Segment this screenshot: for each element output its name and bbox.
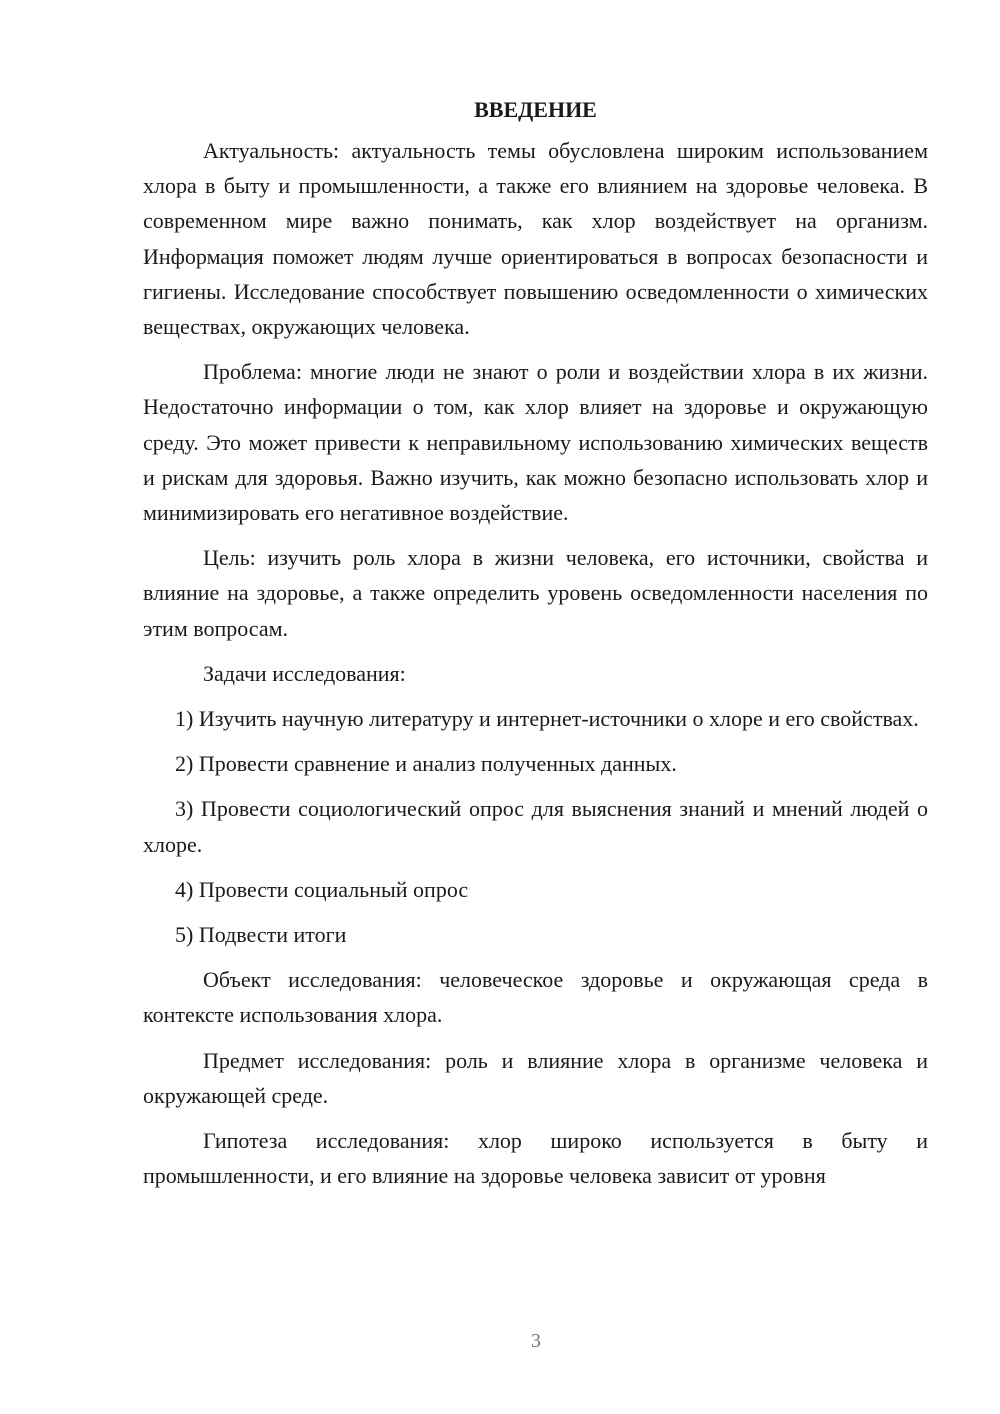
- page-title: ВВЕДЕНИЕ: [474, 97, 597, 122]
- task-item-3: 3) Провести социологический опрос для выяснения знаний и мнений людей о хлоре.: [143, 796, 928, 857]
- paragraph-relevance: Актуальность: актуальность темы обусловлена широким использованием хлора в быту и промышленности, а также его влиянием на здоровье человека. В современном мире важно понимать, как хлор воздействует на организм. Информация поможет людям лучше ориентироваться в вопросах безопасности и гигиены. Исследование способствует повышению осведомленности о химических веществах, окружающих человека.: [143, 138, 928, 340]
- task-item-1: 1) Изучить научную литературу и интернет-источники о хлоре и его свойствах.: [175, 706, 919, 732]
- page-number: 3: [531, 1330, 541, 1352]
- tasks-heading: Задачи исследования:: [203, 660, 406, 686]
- paragraph-problem: Проблема: многие люди не знают о роли и воздействии хлора в их жизни. Недостаточно информации о том, как хлор влияет на здоровье и окружающую среду. Это может привести к неправильному использованию химических веществ и рискам для здоровья. Важно изучить, как можно безопасно использовать хлор и минимизировать его негативное воздействие.: [143, 359, 928, 526]
- paragraph-subject: Предмет исследования: роль и влияние хлора в организме человека и окружающей среде.: [143, 1047, 928, 1108]
- paragraph-object: Объект исследования: человеческое здоровье и окружающая среда в контексте использования хлора.: [143, 967, 928, 1028]
- paragraph-hypothesis: Гипотеза исследования: хлор широко используется в быту и промышленности, и его влияние на здоровье человека зависит от уровня: [143, 1128, 928, 1189]
- paragraph-goal: Цель: изучить роль хлора в жизни человека, его источники, свойства и влияние на здоровье, а также определить уровень осведомленности населения по этим вопросам.: [143, 545, 928, 641]
- task-item-2: 2) Провести сравнение и анализ полученных данных.: [175, 751, 677, 777]
- task-item-5: 5) Подвести итоги: [175, 922, 347, 948]
- task-item-4: 4) Провести социальный опрос: [175, 876, 469, 902]
- page-content: [143, 92, 928, 1203]
